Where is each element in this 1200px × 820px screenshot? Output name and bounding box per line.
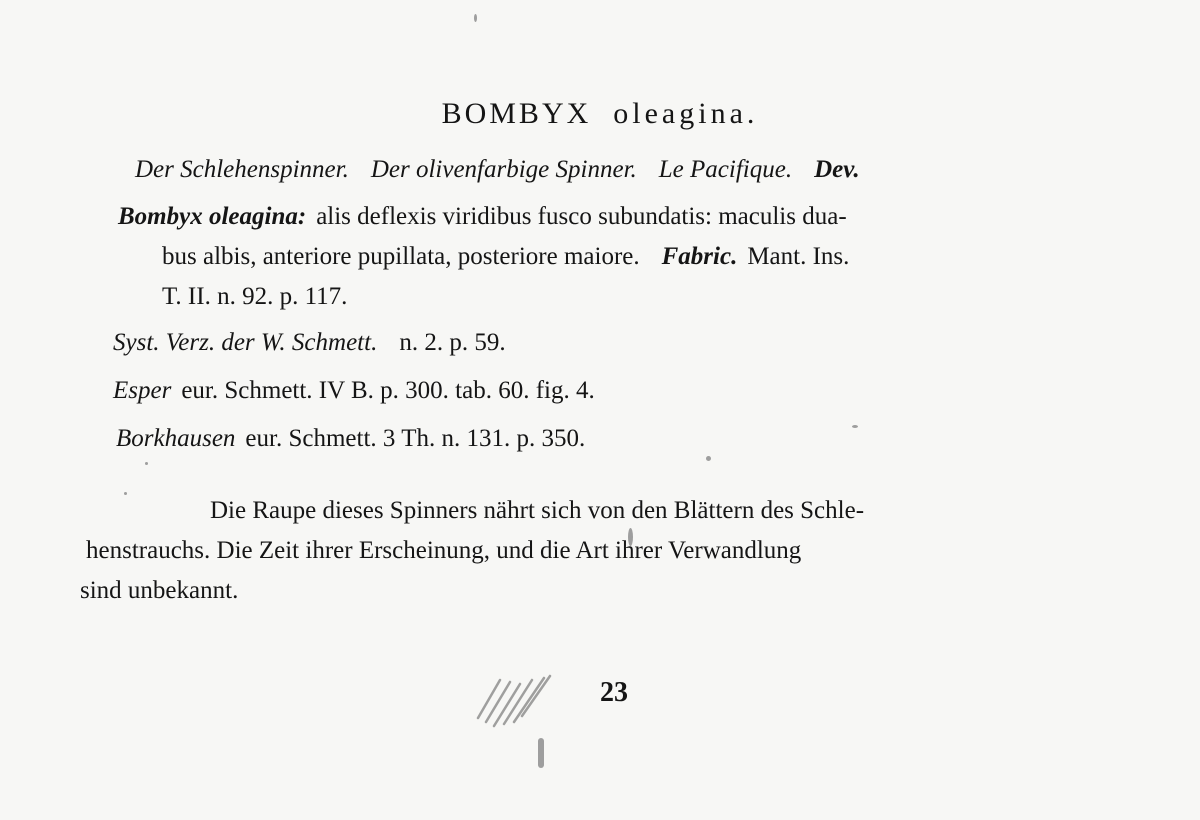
reference-author: Esper xyxy=(113,377,172,404)
fabricius-citation: T. II. n. 92. p. 117. xyxy=(162,283,348,310)
paper-speck xyxy=(852,425,858,428)
reference-detail: n. 2. p. 59. xyxy=(399,329,506,356)
common-name-german-1: Der Schlehenspinner. xyxy=(135,156,349,183)
paper-speck xyxy=(124,492,127,495)
paper-speck xyxy=(538,738,544,768)
paragraph-line-2 xyxy=(86,534,801,568)
title-species: oleagina. xyxy=(613,97,759,130)
paragraph-line-3 xyxy=(80,574,238,608)
common-name-suffix: Dev. xyxy=(814,156,860,183)
page-title xyxy=(0,94,1200,134)
reference-author: Borkhausen xyxy=(116,425,236,452)
pencil-scratch-mark xyxy=(470,670,560,730)
reference-line xyxy=(113,374,595,408)
common-name-french: Le Pacifique. xyxy=(658,156,793,183)
paper-speck xyxy=(706,456,711,461)
common-name-german-2: Der olivenfarbige Spinner. xyxy=(370,156,637,183)
reference-line xyxy=(116,422,585,456)
fabricius-species-name: Bombyx oleagina: xyxy=(118,203,307,230)
paper-speck xyxy=(474,14,477,22)
reference-detail: eur. Schmett. IV B. p. 300. tab. 60. fig. 4. xyxy=(181,377,595,404)
paragraph-text-1: Die Raupe dieses Spinners nährt sich von den Blättern des Schle- xyxy=(210,497,865,524)
fabricius-line-3 xyxy=(162,280,347,314)
fabricius-author: Fabric. xyxy=(661,243,738,270)
paragraph-text-2: henstrauchs. Die Zeit ihrer Erscheinung, und die Art ihrer Verwandlung xyxy=(86,537,802,564)
page-number: 23 xyxy=(600,677,628,708)
common-names-line xyxy=(135,153,860,187)
paragraph-line-1 xyxy=(210,494,864,528)
reference-line xyxy=(113,326,506,360)
reference-author: Syst. Verz. der W. Schmett. xyxy=(113,329,378,356)
fabricius-source: Mant. Ins. xyxy=(747,243,850,270)
fabricius-line-1 xyxy=(118,200,847,234)
paper-speck xyxy=(145,462,148,465)
paragraph-text-3: sind unbekannt. xyxy=(80,577,239,604)
fabricius-description-1: alis deflexis viridibus fusco subundatis: maculis dua- xyxy=(316,203,847,230)
fabricius-line-2 xyxy=(162,240,849,274)
title-genus: BOMBYX xyxy=(441,97,592,130)
fabricius-description-2: bus albis, anteriore pupillata, posteriore maiore. xyxy=(162,243,640,270)
reference-detail: eur. Schmett. 3 Th. n. 131. p. 350. xyxy=(245,425,586,452)
